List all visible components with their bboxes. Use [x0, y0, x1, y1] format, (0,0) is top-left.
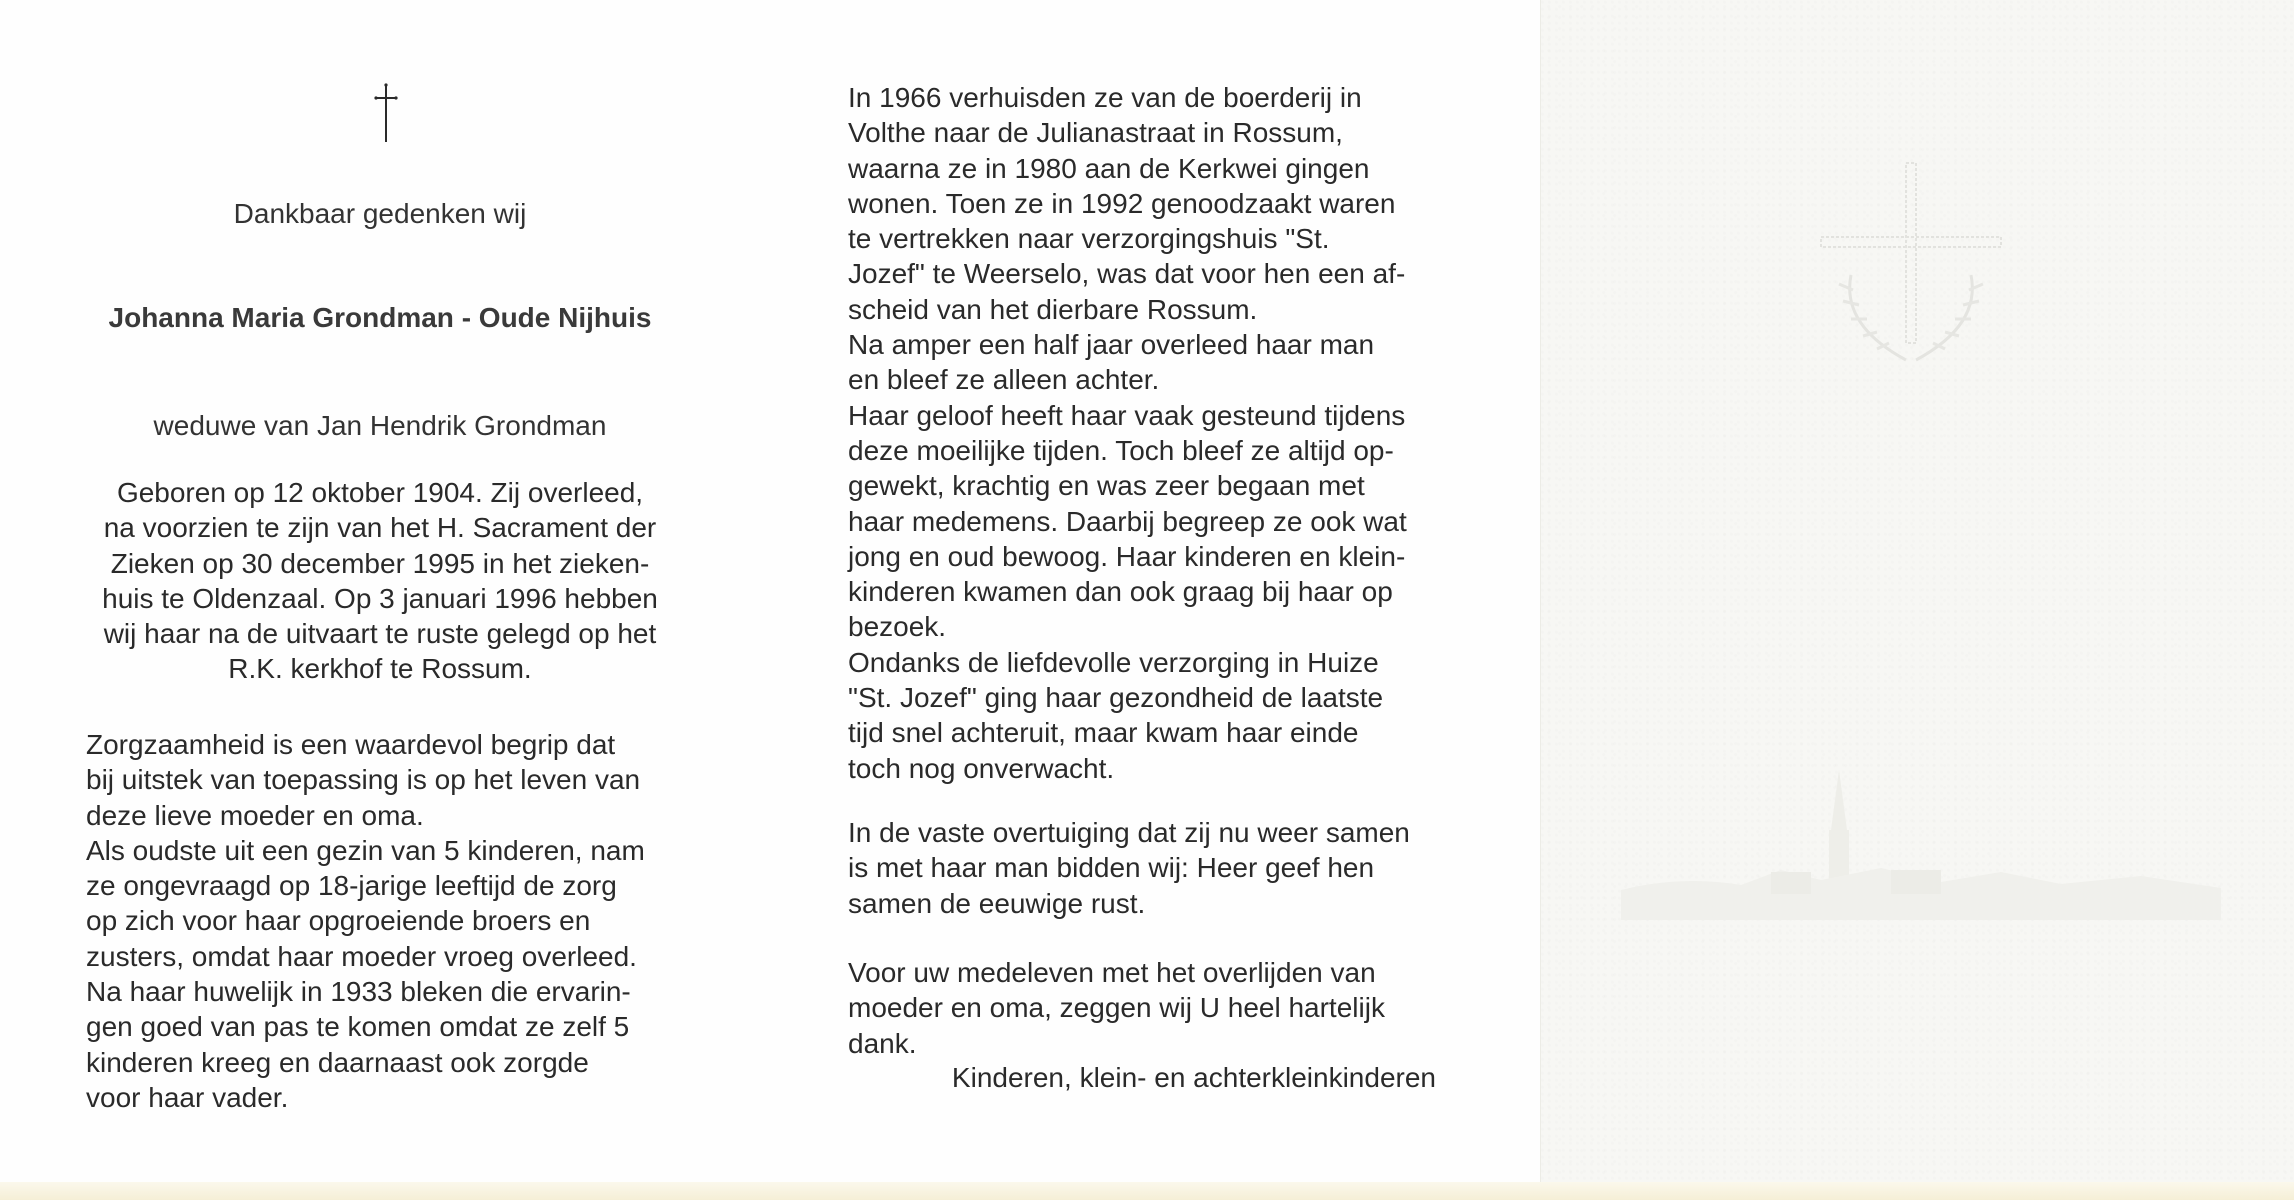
text-line: te vertrekken naar verzorgingshuis "St. [848, 223, 1330, 255]
left-card-panel [0, 0, 760, 1200]
text-line: Zieken op 30 december 1995 in het zieken- [110, 547, 650, 579]
text-line: Jozef" te Weerselo, was dat voor hen een af- [848, 258, 1406, 290]
text-line: moeder en oma, zeggen wij U heel hartelijk [848, 992, 1385, 1024]
deceased-name: Johanna Maria Grondman - Oude Nijhuis [108, 302, 652, 333]
embossed-cross-icon [1811, 155, 2011, 385]
text-line: is met haar man bidden wij: Heer geef hen [848, 852, 1375, 884]
widow-line: weduwe van Jan Hendrik Grondman [153, 410, 607, 441]
embossed-card-panel [1540, 0, 2294, 1200]
text-line: Na amper een half jaar overleed haar man [848, 329, 1375, 361]
later-life-paragraph [848, 80, 1436, 786]
text-line: Haar geloof heeft haar vaak gesteund tijdens [848, 399, 1406, 431]
text-line: R.K. kerkhof te Rossum. [228, 653, 532, 685]
text-line: huis te Oldenzaal. Op 3 januari 1996 hebben [102, 582, 658, 614]
birth-death-paragraph [90, 475, 670, 687]
text-line: jong en oud bewoog. Haar kinderen en klein- [848, 540, 1406, 572]
text-line: samen de eeuwige rust. [848, 887, 1146, 919]
text-line: Volthe naar de Julianastraat in Rossum, [848, 117, 1343, 149]
intro-text: Dankbaar gedenken wij [233, 198, 527, 229]
text-line: "St. Jozef" ging haar gezondheid de laatste [848, 682, 1384, 714]
text-line: Zorgzaamheid is een waardevol begrip dat [86, 729, 616, 760]
text-line: gen goed van pas te komen omdat ze zelf 5 [86, 1011, 630, 1043]
thanks-paragraph [848, 955, 1436, 1061]
text-line: en bleef ze alleen achter. [848, 364, 1160, 396]
text-line: In de vaste overtuiging dat zij nu weer samen [848, 817, 1410, 848]
text-line: kinderen kwamen dan ook graag bij haar op [848, 576, 1393, 608]
text-line: wij haar na de uitvaart te ruste gelegd op het [103, 618, 657, 650]
text-line: deze lieve moeder en oma. [86, 799, 424, 831]
text-line: Als oudste uit een gezin van 5 kinderen, nam [86, 834, 645, 866]
text-line: Ondanks de liefdevolle verzorging in Huize [848, 646, 1379, 678]
text-line: voor haar vader. [86, 1081, 289, 1113]
text-line: gewekt, krachtig en was zeer begaan met [848, 470, 1365, 502]
text-line: dank. [848, 1027, 917, 1059]
text-line: Na haar huwelijk in 1933 bleken die ervarin- [86, 976, 631, 1008]
text-line: ze ongevraagd op 18-jarige leeftijd de zorg [86, 870, 617, 902]
prayer-paragraph [848, 815, 1436, 921]
scan-edge [0, 1182, 2294, 1200]
cross-icon [373, 82, 399, 144]
text-line: bezoek. [848, 611, 947, 643]
text-line: haar medemens. Daarbij begreep ze ook wat [848, 505, 1407, 537]
text-line: Geboren op 12 oktober 1904. Zij overleed, [116, 477, 644, 508]
text-line: zusters, omdat haar moeder vroeg overleed. [86, 940, 637, 972]
life-story-paragraph [86, 727, 670, 1115]
text-line: Voor uw medeleven met het overlijden van [848, 957, 1376, 988]
family-signature: Kinderen, klein- en achterkleinkinderen [951, 1062, 1436, 1093]
text-line: na voorzien te zijn van het H. Sacrament der [103, 512, 657, 544]
text-line: bij uitstek van toepassing is op het leven van [86, 764, 641, 796]
text-line: toch nog onverwacht. [848, 752, 1115, 784]
text-line: In 1966 verhuisden ze van de boerderij in [848, 82, 1362, 113]
text-line: scheid van het dierbare Rossum. [848, 293, 1258, 325]
embossed-village-icon [1621, 760, 2221, 920]
text-line: waarna ze in 1980 aan de Kerkwei gingen [848, 152, 1370, 184]
text-line: deze moeilijke tijden. Toch bleef ze altijd op- [848, 434, 1394, 466]
text-line: op zich voor haar opgroeiende broers en [86, 905, 591, 937]
text-line: kinderen kreeg en daarnaast ook zorgde [86, 1046, 589, 1078]
text-line: wonen. Toen ze in 1992 genoodzaakt waren [848, 187, 1396, 219]
text-line: tijd snel achteruit, maar kwam haar einde [848, 717, 1359, 749]
